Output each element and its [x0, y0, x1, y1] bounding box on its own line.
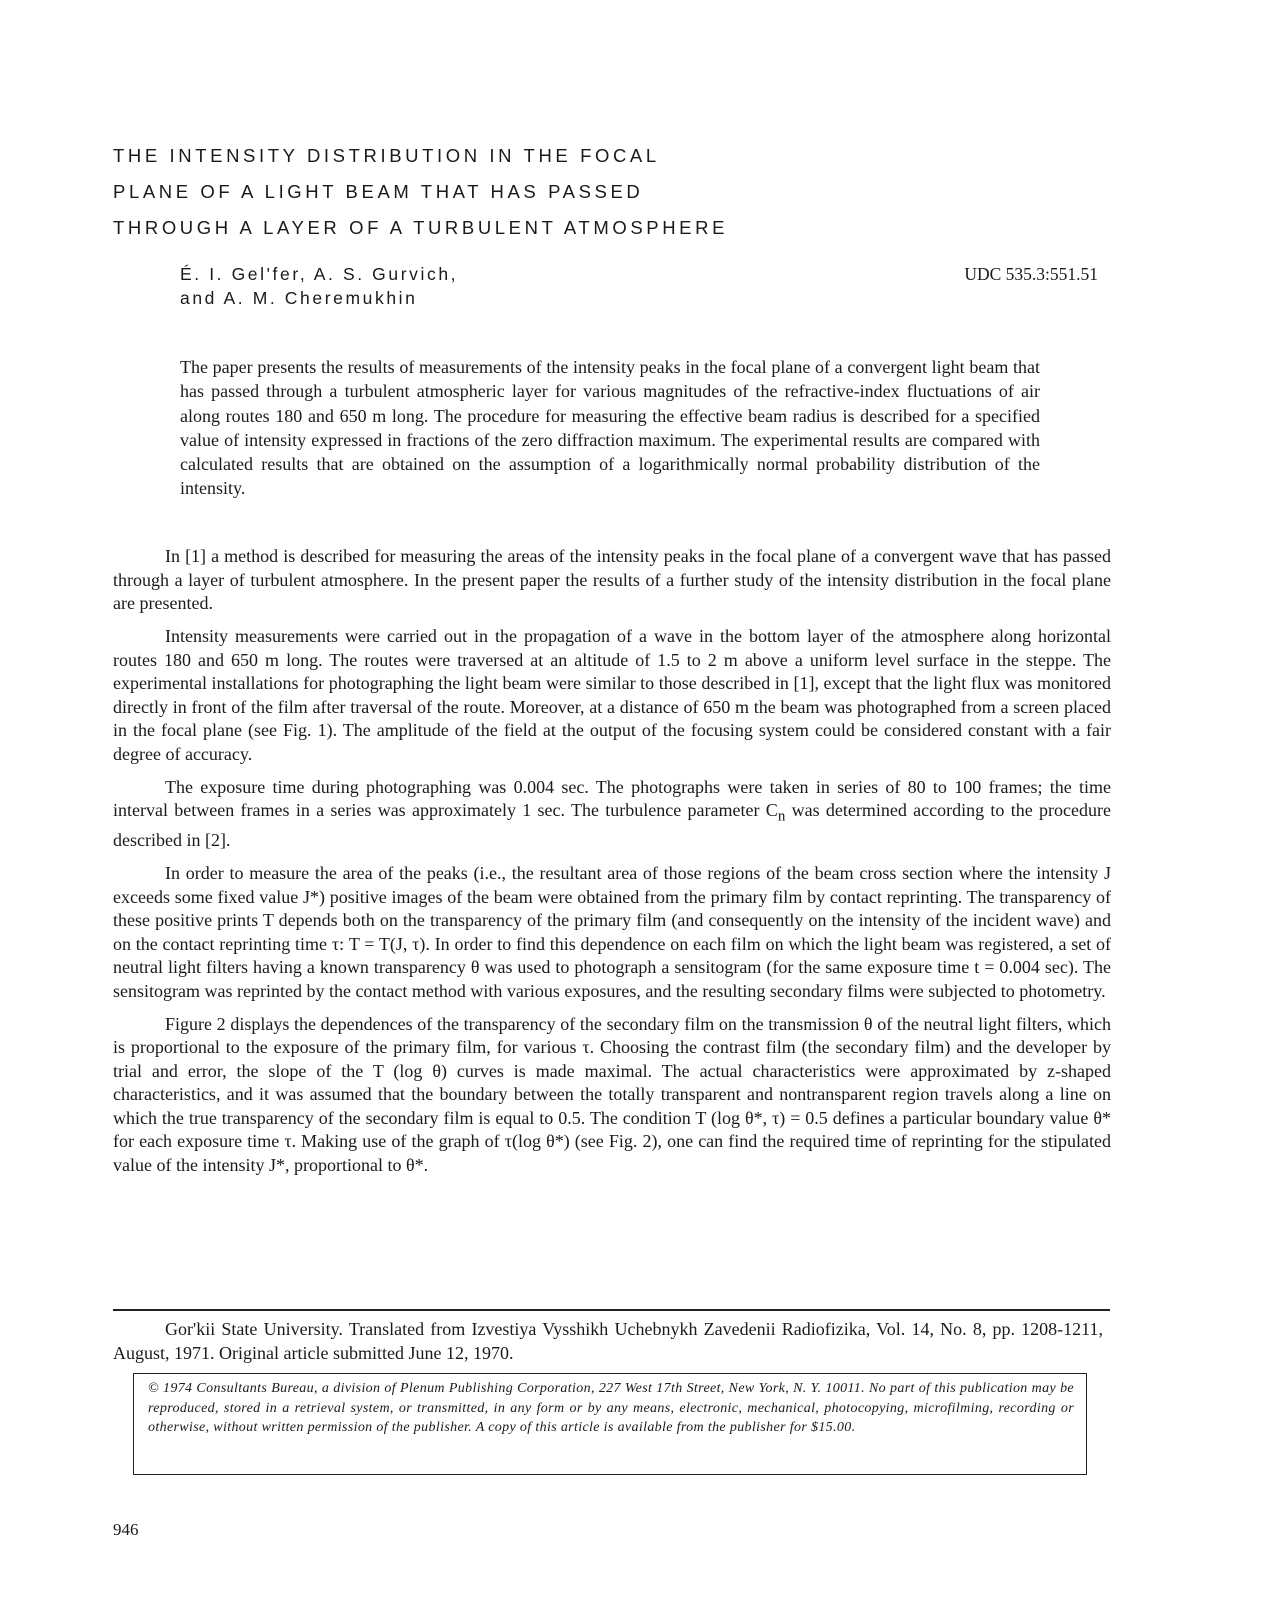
title-line-2: PLANE OF A LIGHT BEAM THAT HAS PASSED: [113, 181, 644, 202]
paragraph-3: [113, 776, 1111, 853]
paragraph-3-subscript: n: [777, 808, 786, 825]
body-text: [113, 545, 1111, 1187]
paragraph-3-text-a: The exposure time during photographing was 0.004 sec. The photographs were taken in series of 80 to 100 frames; the time interval between frames in a series was approximately 1 sec. The turbulence parameter C: [113, 776, 1111, 820]
udc-code: UDC 535.3:551.51: [964, 264, 1098, 284]
footnote: Gor'kii State University. Translated from Izvestiya Vysshikh Uchebnykh Zavedenii Radiofizika, Vol. 14, No. 8, pp. 1208-1211, August, 1971. Original article submitted June 12, 1970.: [113, 1319, 1103, 1363]
copyright-notice: © 1974 Consultants Bureau, a division of Plenum Publishing Corporation, 227 West 17th Street, New York, N. Y. 10011. No part of this publication may be reproduced, stored in a retrieval system, or transmitted, in any form or by any means, electronic, mechanical, photocopying, microfilming, recording or otherwise, without written permission of the publisher. A copy of this article is available from the publisher for $15.00.: [133, 1373, 1087, 1475]
authors-line-2: and A. M. Cheremukhin: [180, 288, 418, 308]
paragraph-2: Intensity measurements were carried out in the propagation of a wave in the bottom layer of the atmosphere along horizontal routes 180 and 650 m long. The routes were traversed at an altitude of 1.5 to 2 m above a uniform level surface in the steppe. The experimental installations for photographing the light beam were similar to those described in [1], except that the light flux was monitored directly in front of the film after traversal of the route. Moreover, at a distance of 650 m the beam was photographed from a screen placed in the focal plane (see Fig. 1). The amplitude of the field at the output of the focusing system could be considered constant with a fair degree of accuracy.: [113, 626, 1111, 764]
paragraph-3-text-b: was determined according to the procedure described in [2].: [113, 800, 1111, 851]
paragraph-1: In [1] a method is described for measuring the areas of the intensity peaks in the focal plane of a convergent wave that has passed through a layer of turbulent atmosphere. In the present paper the results of a further study of the intensity distribution in the focal plane are presented.: [113, 546, 1111, 613]
page-number: 946: [113, 1520, 139, 1539]
author-list: [180, 262, 458, 310]
paper-title: [113, 138, 728, 246]
footnote-divider: [113, 1309, 1110, 1311]
paragraph-5: Figure 2 displays the dependences of the transparency of the secondary film on the transmission θ of the neutral light filters, which is proportional to the exposure of the primary film, for various τ. Choosing the contrast film (the secondary film) and the developer by trial and error, the slope of the T (log θ) curves is made maximal. The actual characteristics were approximated by z-shaped characteristics, and it was assumed that the boundary between the totally transparent and nontransparent region travels along a line on which the true transparency of the secondary film is equal to 0.5. The condition T (log θ*, τ) = 0.5 defines a particular boundary value θ* for each exposure time τ. Making use of the graph of τ(log θ*) (see Fig. 2), one can find the required time of reprinting for the stipulated value of the intensity J*, proportional to θ*.: [113, 1013, 1111, 1175]
title-line-3: THROUGH A LAYER OF A TURBULENT ATMOSPHERE: [113, 217, 729, 238]
title-line-1: THE INTENSITY DISTRIBUTION IN THE FOCAL: [113, 145, 660, 166]
abstract: The paper presents the results of measurements of the intensity peaks in the focal plane of a convergent light beam that has passed through a turbulent atmospheric layer for various magnitudes of the refractive-index fluctuations of air along routes 180 and 650 m long. The procedure for measuring the effective beam radius is described for a specified value of intensity expressed in fractions of the zero diffraction maximum. The experimental results are compared with calculated results that are obtained on the assumption of a logarithmically normal probability distribution of the intensity.: [180, 357, 1040, 499]
authors-line-1: É. I. Gel'fer, A. S. Gurvich,: [180, 264, 459, 284]
paragraph-4: In order to measure the area of the peaks (i.e., the resultant area of those regions of the beam cross section where the intensity J exceeds some fixed value J*) positive images of the beam were obtained from the primary film by contact reprinting. The transparency of these positive prints T depends both on the transparency of the primary film (and consequently on the intensity of the incident wave) and on the contact reprinting time τ: T = T(J, τ). In order to find this dependence on each film on which the light beam was registered, a set of neutral light filters having a known transparency θ was used to photograph a sensitogram (for the same exposure time t = 0.004 sec). The sensitogram was reprinted by the contact method with various exposures, and the resulting secondary films were subjected to photometry.: [113, 863, 1111, 1001]
